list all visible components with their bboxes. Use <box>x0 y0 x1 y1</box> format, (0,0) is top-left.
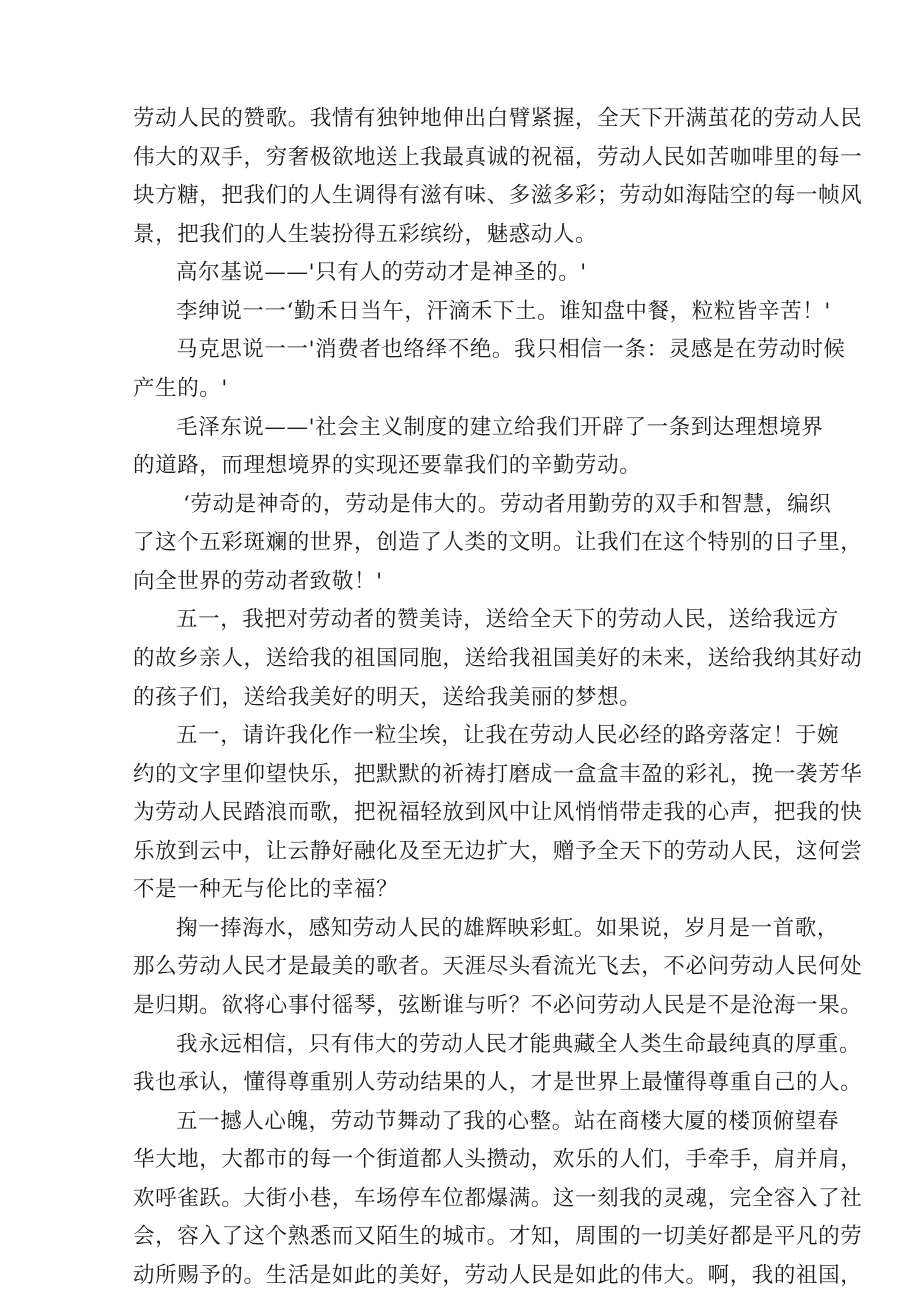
text-line: 马克思说一一'消费者也络绎不绝。我只相信一条：灵感是在劳动时候 <box>176 337 846 362</box>
text-line: 约的文字里仰望快乐，把默默的祈祷打磨成一盒盒丰盈的彩礼，挽一袭芳华 <box>133 762 863 787</box>
text-line: 伟大的双手，穷奢极欲地送上我最真诚的祝福，劳动人民如苦咖啡里的每一 <box>133 145 863 170</box>
text-line: 五一，请许我化作一粒尘埃，让我在劳动人民必经的路旁落定！于婉 <box>176 723 840 748</box>
text-line: 会，容入了这个熟悉而又陌生的城市。才知，周围的一切美好都是平凡的劳 <box>133 1224 863 1249</box>
text-line: 景，把我们的人生装扮得五彩缤纷，魅惑动人。 <box>133 222 598 247</box>
text-line: 欢呼雀跃。大街小巷，车场停车位都爆满。这一刻我的灵魂，完全容入了社 <box>133 1186 863 1211</box>
text-line: ‘劳动是神奇的，劳动是伟大的。劳动者用勤劳的双手和智慧，编织 <box>183 492 832 517</box>
text-line: 李绅说一一‘勤禾日当午，汗滴禾下土。谁知盘中餐，粒粒皆辛苦！' <box>176 299 831 324</box>
text-line: 是归期。欲将心事付徭琴，弦断谁与听？不必问劳动人民是不是沧海一果。 <box>133 993 863 1018</box>
text-line: 五一，我把对劳动者的赞美诗，送给全天下的劳动人民，送给我远方 <box>176 607 840 632</box>
text-line: 那么劳动人民才是最美的歌者。天涯尽头看流光飞去，不必问劳动人民何处 <box>133 954 863 979</box>
text-line: 不是一种无与伦比的幸福？ <box>133 877 399 902</box>
text-line: 的道路，而理想境界的实现还要靠我们的辛勤劳动。 <box>133 453 642 478</box>
text-line: 的故乡亲人，送给我的祖国同胞，送给我祖国美好的未来，送给我纳其好动 <box>133 646 863 671</box>
text-line: 高尔基说——'只有人的劳动才是神圣的。' <box>176 260 587 285</box>
text-line: 掬一捧海水，感知劳动人民的雄辉映彩虹。如果说，岁月是一首歌， <box>176 916 840 941</box>
text-line: 为劳动人民踏浪而歌，把祝福轻放到风中让风悄悄带走我的心声，把我的快 <box>133 800 863 825</box>
text-line: 动所赐予的。生活是如此的美好，劳动人民是如此的伟大。啊，我的祖国， <box>133 1263 863 1288</box>
text-line: 毛泽东说——'社会主义制度的建立给我们开辟了一条到达理想境界 <box>176 415 824 440</box>
text-line: 我也承认，懂得尊重别人劳动结果的人，才是世界上最懂得尊重自己的人。 <box>133 1070 863 1095</box>
text-line: 块方糖，把我们的人生调得有滋有味、多滋多彩；劳动如海陆空的每一帧风 <box>133 183 863 208</box>
text-line: 乐放到云中，让云静好融化及至无边扩大，赠予全天下的劳动人民，这何尝 <box>133 839 863 864</box>
text-line: 向全世界的劳动者致敬！' <box>133 569 383 594</box>
text-line: 的孩子们，送给我美好的明天，送给我美丽的梦想。 <box>133 685 642 710</box>
text-line: 华大地，大都市的每一个街道都人头攒动，欢乐的人们，手牵手，肩并肩， <box>133 1147 863 1172</box>
text-line: 五一撼人心魄，劳动节舞动了我的心整。站在商楼大厦的楼顶俯望春 <box>176 1109 840 1134</box>
text-line: 了这个五彩斑斓的世界，创造了人类的文明。让我们在这个特别的日子里， <box>133 530 863 555</box>
text-line: 我永远相信，只有伟大的劳动人民才能典藏全人类生命最纯真的厚重。 <box>176 1032 862 1057</box>
text-line: 产生的。' <box>133 376 228 401</box>
text-line: 劳动人民的赞歌。我情有独钟地伸出白臂紧握，全天下开满茧花的劳动人民 <box>133 106 863 131</box>
